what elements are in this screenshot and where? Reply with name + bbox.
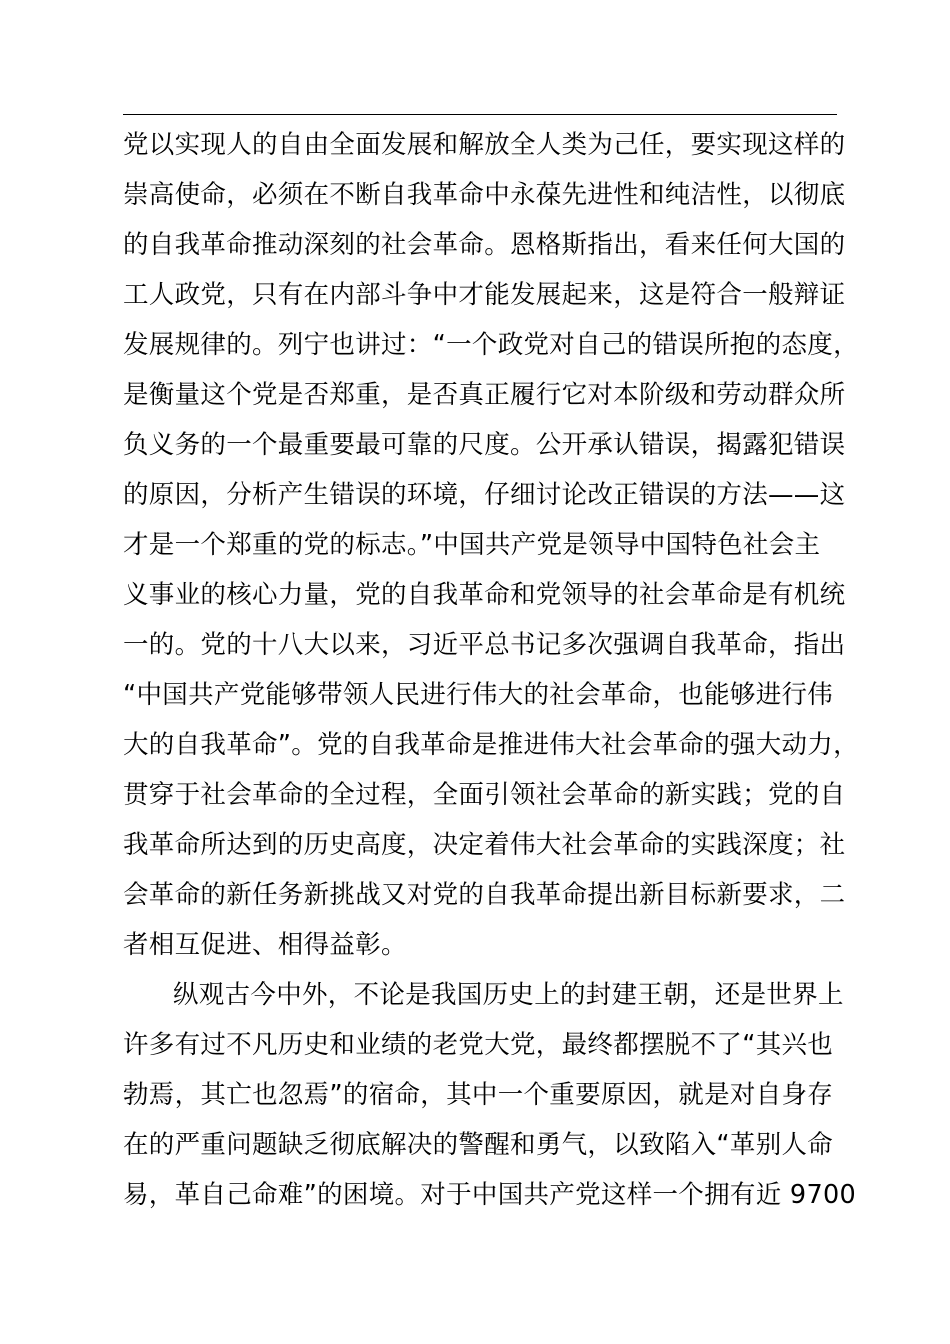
text-line: 义事业的核心力量，党的自我革命和党领导的社会革命是有机统 [123, 580, 846, 610]
text-line: 会革命的新任务新挑战又对党的自我革命提出新目标新要求，二 [123, 880, 846, 910]
text-line: 发展规律的。列宁也讲过：“一个政党对自己的错误所抱的态度， [123, 330, 859, 360]
text-line: 者相互促进、相得益彰。 [123, 930, 407, 960]
text-line: 负义务的一个最重要最可靠的尺度。公开承认错误，揭露犯错误 [123, 430, 846, 460]
text-line: 我革命所达到的历史高度，决定着伟大社会革命的实践深度；社 [123, 830, 846, 860]
text-line: “中国共产党能够带领人民进行伟大的社会革命，也能够进行伟 [123, 680, 834, 710]
text-line: 在的严重问题缺乏彻底解决的警醒和勇气，以致陷入“革别人命 [123, 1130, 834, 1160]
text-line: 工人政党，只有在内部斗争中才能发展起来，这是符合一般辩证 [123, 280, 846, 310]
text-line: 党以实现人的自由全面发展和解放全人类为己任，要实现这样的 [123, 130, 846, 160]
text-line: 许多有过不凡历史和业绩的老党大党，最终都摆脱不了“其兴也 [123, 1030, 834, 1060]
text-line: 勃焉，其亡也忽焉”的宿命，其中一个重要原因，就是对自身存 [123, 1080, 834, 1110]
text-line: 的原因，分析产生错误的环境，仔细讨论改正错误的方法——这 [123, 480, 846, 510]
text-line: 贯穿于社会革命的全过程，全面引领社会革命的新实践；党的自 [123, 780, 846, 810]
text-line: 的自我革命推动深刻的社会革命。恩格斯指出，看来任何大国的 [123, 230, 846, 260]
text-line: 易，革自己命难”的困境。对于中国共产党这样一个拥有近 9700 [123, 1180, 857, 1210]
text-line: 大的自我革命”。党的自我革命是推进伟大社会革命的强大动力， [123, 730, 859, 760]
text-line: 才是一个郑重的党的标志。”中国共产党是领导中国特色社会主 [123, 530, 821, 560]
paragraph-start-line: 纵观古今中外，不论是我国历史上的封建王朝，还是世界上 [173, 980, 844, 1010]
text-line: 是衡量这个党是否郑重，是否真正履行它对本阶级和劳动群众所 [123, 380, 846, 410]
text-line: 一的。党的十八大以来，习近平总书记多次强调自我革命，指出 [123, 630, 846, 660]
header-rule [123, 114, 837, 115]
text-line: 崇高使命，必须在不断自我革命中永葆先进性和纯洁性，以彻底 [123, 180, 846, 210]
